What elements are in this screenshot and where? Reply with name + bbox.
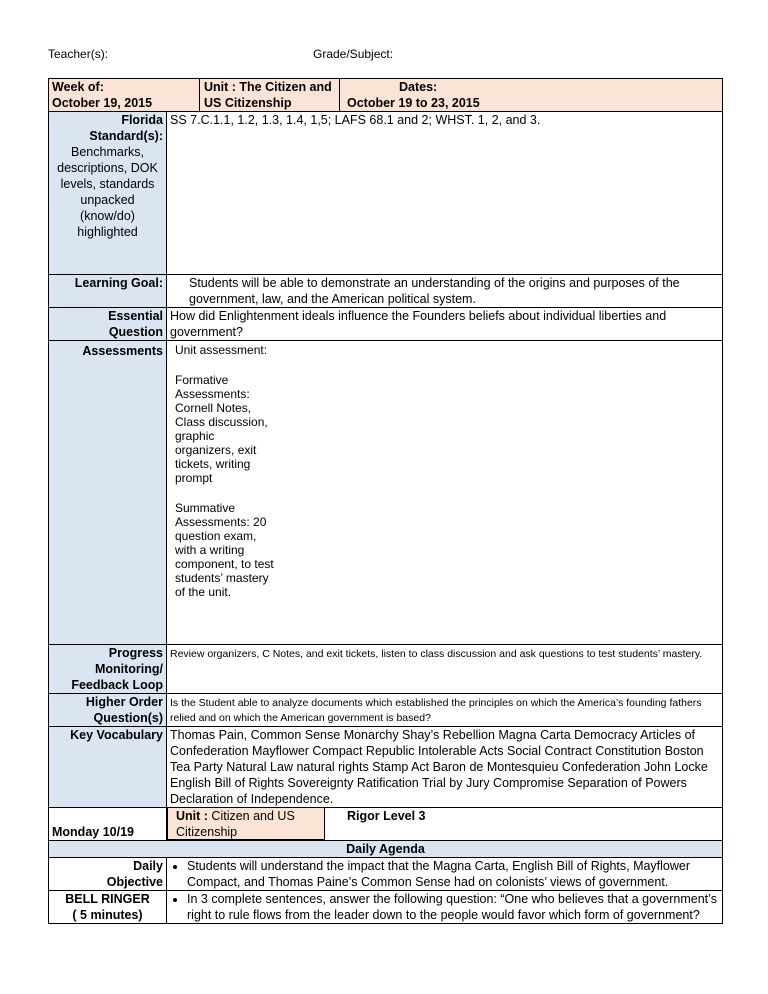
monday-row <box>49 808 723 841</box>
higher-order-value: Is the Student able to analyze documents which established the principles on which the America’s founding fathers relied and on which the American government is based? <box>167 694 723 727</box>
unit-title-line1: Unit : The Citizen and <box>204 80 332 94</box>
progress-row <box>49 645 723 694</box>
florida-standards-value: SS 7.C.1.1, 1.2, 1.3, 1.4, 1,5; LAFS 68.1 and 2; WHST. 1, 2, and 3. <box>167 112 723 275</box>
higher-order-row <box>49 694 723 727</box>
teacher-label: Teacher(s): <box>48 47 109 61</box>
florida-label: Florida <box>121 113 163 127</box>
dates-label: Dates: <box>399 80 438 94</box>
summative-assessments: Summative Assessments: 20 question exam, with a writing component, to test students’ mastery of the unit. <box>175 501 274 599</box>
higher-order-label: Higher Order Question(s) <box>49 694 167 727</box>
learning-goal-value: Students will be able to demonstrate an understanding of the origins and purposes of the government, law, and the American political system. <box>167 275 723 308</box>
bell-ringer-row <box>49 891 723 924</box>
daily-agenda-row <box>49 841 723 858</box>
key-vocabulary-row <box>49 727 723 808</box>
learning-goal-label: Learning Goal: <box>49 275 167 308</box>
progress-value: Review organizers, C Notes, and exit tickets, listen to class discussion and ask questions to test students’ mastery. <box>167 645 723 694</box>
daily-objective-value: • Students will understand the impact that the Magna Carta, English Bill of Rights, Mayflower Compact, and Thomas Paine’s Common Sense had on colonists’ views of government. <box>187 858 719 890</box>
unit-assessment: Unit assessment: <box>175 343 268 357</box>
progress-label: Progress Monitoring/ Feedback Loop <box>49 645 167 694</box>
standards-label: Standard(s): <box>89 129 163 143</box>
monday-label: Monday 10/19 <box>52 825 134 839</box>
week-row <box>49 79 723 112</box>
learning-goal-row <box>49 275 723 308</box>
grade-subject-label: Grade/Subject: <box>313 47 394 61</box>
key-vocabulary-value: Thomas Pain, Common Sense Monarchy Shay’s Rebellion Magna Carta Democracy Articles of Confederation Mayflower Compact Republic Intolerable Acts Social Contract Constitution Boston Tea Party Natural Law natural rights Stamp Act Baron de Montesquieu Confederation John Locke English Bill of Rights Sovereignty Ratification Trial by Jury Compromise Separation of Powers Declaration of Independence. <box>167 727 723 808</box>
lesson-plan-table <box>48 78 723 924</box>
rigor-level: Rigor Level 3 <box>347 809 426 823</box>
week-of-date: October 19, 2015 <box>52 96 153 110</box>
essential-question-label: Essential Question <box>49 308 167 341</box>
assessments-row <box>49 341 723 645</box>
daily-agenda-header: Daily Agenda <box>49 841 723 858</box>
week-of-label: Week of: <box>52 80 104 94</box>
bell-ringer-value: • In 3 complete sentences, answer the following question: “One who believes that a government’s right to rule flows from the leader down to the people would favor which form of government? <box>187 891 719 923</box>
benchmarks-text: Benchmarks, descriptions, DOK levels, standards unpacked (know/do) highlighted <box>57 145 158 239</box>
bell-ringer-label: BELL RINGER ( 5 minutes) <box>49 891 167 924</box>
essential-question-value: How did Enlightenment ideals influence the Founders beliefs about individual liberties and government? <box>167 308 723 341</box>
daily-objective-label: Daily Objective <box>49 858 167 891</box>
key-vocabulary-label: Key Vocabulary <box>49 727 167 808</box>
formative-assessments: Formative Assessments: Cornell Notes, Class discussion, graphic organizers, exit tickets, writing prompt <box>175 373 268 485</box>
florida-standards-row <box>49 112 723 275</box>
assessments-label: Assessments <box>49 341 167 645</box>
dates-value: October 19 to 23, 2015 <box>347 96 480 110</box>
monday-unit-box: Unit : Citizen and US Citizenship <box>167 808 325 840</box>
daily-objective-row <box>49 858 723 891</box>
essential-question-row <box>49 308 723 341</box>
unit-title-line2: US Citizenship <box>204 96 292 110</box>
